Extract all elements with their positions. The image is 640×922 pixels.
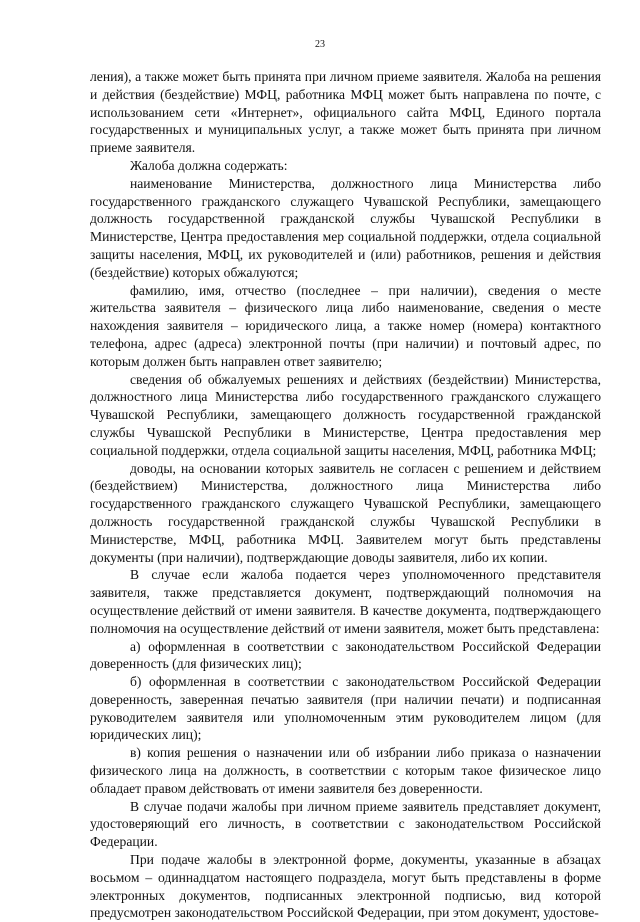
list-item-b: б) оформленная в соответствии с законодательством Российской Федерации доверенность, заверенная печатью заявителя (при наличии печати) и подписанная руководителем заявителя или уполномоченным этим руководителем лицом (для юридических лиц);	[90, 674, 601, 743]
paragraph-complaint-contents-intro: Жалоба должна содержать:	[130, 157, 288, 173]
paragraph-appealed-decisions: сведения об обжалуемых решениях и действиях (бездействии) Министерства, должностного лица Министерства либо государственного гражданского служащего Чувашской Республики, замещающего должность государственной гражданской службы Чувашской Республики в Министерстве, Центра предоставления мер социальной поддержки, отдела социальной защиты населения, МФЦ, работника МФЦ;	[90, 371, 601, 458]
paragraph-complaint-submission: ления), а также может быть принята при личном приеме заявителя. Жалоба на решения и действия (бездействие) МФЦ, работника МФЦ может быть направлена по почте, с использованием сети «Интернет», официального сайта МФЦ, Единого портала государственных и муниципальных услуг, а также может быть принята при личном приеме заявителя.	[90, 69, 601, 156]
paragraph-electronic-submission: При подаче жалобы в электронной форме, документы, указанные в абзацах восьмом – одиннадцатом настоящего подраздела, могут быть представлены в форме электронных документов, подписанных электронной подписью, вид которой предусмотрен законодательством Российской Федерации, при этом документ, удостове-	[90, 852, 601, 921]
paragraph-applicant-details: фамилию, имя, отчество (последнее – при наличии), сведения о месте жительства заявителя – физического лица либо наименование, сведения о месте нахождения заявителя – юридического лица, а также номер (номера) контактного телефона, адрес (адреса) электронной почты (при наличии) и почтовый адрес, по которым должен быть направлен ответ заявителю;	[90, 282, 601, 369]
paragraph-representative: В случае если жалоба подается через уполномоченного представителя заявителя, также представляется документ, подтверждающий полномочия на осуществление действий от имени заявителя. В качестве документа, подтверждающего полномочия на осуществление действий от имени заявителя, может быть представлена:	[90, 567, 601, 636]
paragraph-authority-name: наименование Министерства, должностного лица Министерства либо государственного гражданского служащего Чувашской Республики, замещающего должность государственной гражданской службы Чувашской Республики в Министерстве, Центра предоставления мер социальной поддержки, отдела социальной защиты населения, МФЦ, их руководителей и (или) работников, решения и действия (бездействие) которых обжалуются;	[90, 175, 601, 280]
paragraph-arguments: доводы, на основании которых заявитель не согласен с решением и действием (бездействием) Министерства, должностного лица Министерства либо государственного гражданского служащего Чувашской Республики, замещающего должность государственной гражданской службы Чувашской Республики в Министерстве, МФЦ, работника МФЦ. Заявителем могут быть представлены документы (при наличии), подтверждающие доводы заявителя, либо их копии.	[90, 460, 601, 565]
list-item-a: а) оформленная в соответствии с законодательством Российской Федерации доверенность (для физических лиц);	[90, 638, 601, 672]
document-body	[90, 68, 601, 922]
paragraph-personal-reception: В случае подачи жалобы при личном приеме заявитель представляет документ, удостоверяющий его личность, в соответствии с законодательством Российской Федерации.	[90, 798, 601, 850]
list-item-c: в) копия решения о назначении или об избрании либо приказа о назначении физического лица на должность, в соответствии с которым такое физическое лицо обладает правом действовать от имени заявителя без доверенности.	[90, 745, 601, 796]
page-number: 23	[315, 39, 325, 50]
